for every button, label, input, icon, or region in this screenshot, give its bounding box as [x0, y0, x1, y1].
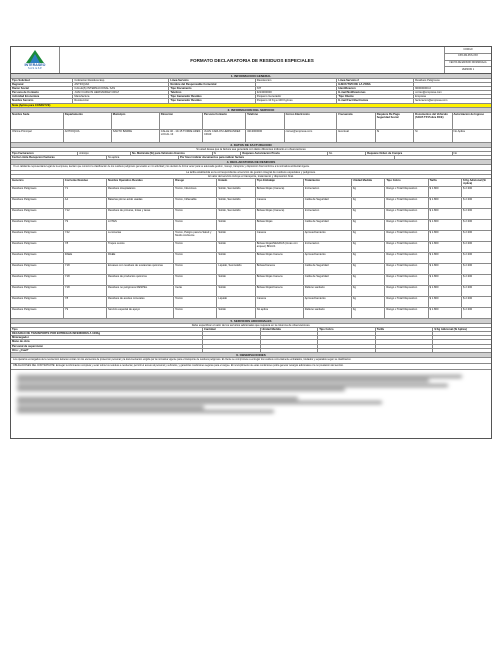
- table-cell: Caneca: [256, 297, 304, 307]
- billing-cell: Requiere Autorizacion Previa: [241, 152, 327, 155]
- table-cell: E-mail Fact Electronica: [337, 99, 414, 102]
- table-cell: correo@empresa.com: [285, 130, 338, 142]
- code-value: CPO-FM-PCS-XXX: [445, 54, 491, 61]
- table-cell: Liquido, Semisolido: [217, 264, 255, 274]
- billing-cell: No. Matricula (Si) para Vehiculos Exentos: [131, 152, 213, 155]
- table-cell: Toxico, Infeccioso: [174, 187, 217, 197]
- table-cell: Autorizacion de Ingreso: [453, 112, 485, 116]
- table-cell: $ 1.800: [429, 264, 463, 274]
- table-cell: Toxico: [174, 297, 217, 307]
- table-cell: Requiere Re Paga Seguridad Social: [376, 113, 414, 129]
- table-cell: Unidad Medida: [352, 179, 386, 186]
- declaration-text: Yo en calidad de representante legal de la empresa, declaro que conozco la clasificacion de los residuos peligrosos generados en mi actividad y los declaro de forma veraz para su adecuada gestion, manejo, transporte y disposicion final conforme a la normativa ambiental vigente.: [11, 165, 491, 171]
- table-cell: Aprovechamiento: [304, 253, 352, 263]
- table-cell: Tipo Documento: [169, 87, 255, 90]
- table-cell: Residuos Peligrosos: [11, 286, 64, 296]
- table-cell: Empresa: [415, 95, 426, 99]
- section-service-info: 2. INFORMACION DEL SERVICIO: [11, 108, 491, 113]
- table-cell: Tarifa: [376, 328, 434, 331]
- table-cell: [261, 340, 319, 343]
- table-cell: NIT: [256, 87, 338, 90]
- waste-row: [11, 198, 491, 209]
- table-cell: Residuos Peligrosos: [11, 264, 64, 274]
- table-cell: Y8: [64, 242, 107, 252]
- table-cell: [261, 345, 319, 348]
- waste-row: [11, 286, 491, 297]
- table-cell: Y18: [64, 275, 107, 285]
- table-cell: Tipo: [11, 328, 203, 331]
- table-cell: Liquido: [217, 297, 255, 307]
- table-cell: [376, 349, 434, 352]
- table-cell: Razon Social: [11, 87, 73, 90]
- table-cell: Rango x Total Disposicion: [385, 308, 428, 318]
- waste-row: [11, 220, 491, 231]
- table-cell: Tipo Cobro: [385, 179, 428, 186]
- table-cell: [318, 345, 376, 348]
- table-cell: Eventual: [337, 130, 375, 142]
- table-cell: Bolsas Rojas: [256, 220, 304, 230]
- table-cell: Identificacion: [337, 87, 414, 90]
- table-cell: $ 1.800: [429, 198, 463, 208]
- table-cell: Recoleccion: [73, 99, 169, 102]
- table-cell: CALLE 40 - 10-15 TORRE ARES LOCAL 13: [160, 130, 203, 142]
- table-cell: Solido, Semisolido: [217, 187, 255, 197]
- table-cell: Nombre Sede: [11, 113, 64, 129]
- table-cell: Toxico, Inflamable: [174, 198, 217, 208]
- table-cell: [376, 332, 434, 335]
- table-cell: Estado: [217, 179, 255, 186]
- version: VERSION 1: [461, 68, 475, 71]
- table-cell: Direccion: [160, 113, 203, 129]
- waste-note-1: La tarifa establecida es la correspondiente al servicio de gestion integral de residuos especiales y peligrosos.: [186, 170, 316, 174]
- table-cell: Recoleccion: [256, 79, 338, 82]
- waste-row: [11, 231, 491, 242]
- table-cell: [376, 336, 434, 339]
- table-cell: Kg: [352, 308, 386, 318]
- table-cell: Rango x Total Disposicion: [385, 264, 428, 274]
- table-cell: [318, 336, 376, 339]
- table-cell: $ 2.300: [463, 253, 473, 257]
- table-cell: $ 2.300: [463, 242, 473, 246]
- table-cell: Residuos Peligrosos: [11, 253, 64, 263]
- table-cell: Rango x Total Disposicion: [385, 253, 428, 263]
- table-cell: Residuos Peligrosos: [11, 297, 64, 307]
- table-cell: Frecuencia: [337, 113, 375, 129]
- table-cell: Correo Electronico: [285, 113, 338, 129]
- table-cell: Envases con residuos de sustancias quimicas: [107, 264, 174, 274]
- billing-cell: No: [453, 151, 457, 155]
- table-cell: Y18: [64, 286, 107, 296]
- issue-date: FECHA DE EMISION DD/MM/AAAA: [445, 61, 491, 68]
- table-cell: A4: [64, 198, 107, 208]
- table-cell: Solido: [217, 220, 255, 230]
- table-cell: [203, 340, 261, 343]
- waste-row: [11, 275, 491, 286]
- table-cell: Toxico: [174, 275, 217, 285]
- table-cell: $ 2.300: [463, 275, 473, 279]
- table-cell: Kg: [352, 220, 386, 230]
- table-cell: Kg: [352, 198, 386, 208]
- table-cell: Y9: [64, 220, 107, 230]
- table-cell: Rango x Total Disposicion: [385, 209, 428, 219]
- table-cell: Rango x Total Disposicion: [385, 242, 428, 252]
- billing-cell: Tipo Facturacion: [11, 152, 78, 155]
- table-cell: Personal de supervision: [11, 345, 203, 348]
- billing-cell: Anticipo: [78, 152, 131, 155]
- table-cell: Residuos Peligrosos: [11, 242, 64, 252]
- table-cell: Servicio especial de apoyo: [107, 308, 174, 318]
- section-general-info: 1. INFORMACION GENERAL: [11, 74, 491, 79]
- table-cell: $ 2.300: [463, 297, 473, 301]
- table-cell: Toxico: [174, 209, 217, 219]
- table-cell: Residuos Peligrosos: [11, 209, 64, 219]
- table-cell: Solido: [217, 275, 255, 285]
- form-header: [11, 47, 491, 74]
- table-cell: $ 1.800: [429, 231, 463, 241]
- logo-text: INTERASEO: [24, 63, 46, 67]
- waste-row: [11, 187, 491, 198]
- table-cell: Regional: [11, 83, 73, 86]
- billing-cell: No: [328, 152, 366, 155]
- table-cell: Residuos de aceites minerales: [107, 297, 174, 307]
- table-cell: [376, 345, 434, 348]
- table-cell: $ 1.800: [429, 253, 463, 263]
- table-cell: Incineracion: [304, 209, 352, 219]
- table-cell: $ 2.300: [463, 220, 473, 224]
- table-cell: Tipo Generador Residuo: [169, 99, 255, 102]
- billing-date-cell: Fecha Limite Recepcion Facturas: [11, 156, 107, 159]
- table-cell: Solido, Semisolido: [217, 209, 255, 219]
- table-cell: ANTIOQUIA: [64, 130, 112, 142]
- table-cell: $ 2.300: [463, 187, 473, 191]
- table-cell: RECARGO DE TRANSPORTE POR ENTREGAS INFERIORES A 100Kg: [11, 332, 203, 335]
- table-cell: Y9: [64, 308, 107, 318]
- table-cell: [203, 349, 261, 352]
- table-cell: Mano de obra: [11, 340, 203, 343]
- table-cell: JUAN CARLOS HERNANDEZ CRUZ: [73, 91, 169, 94]
- table-cell: Bolsas Rojas/NEGRAS (lonas con arqueo) BIGGS: [256, 242, 304, 252]
- table-cell: [318, 340, 376, 343]
- billing-cell: Requiere Orden de Compra: [366, 152, 452, 155]
- table-cell: Solido, Semisolido: [217, 198, 255, 208]
- service-header-row: [11, 113, 491, 130]
- billing-cell: Si: [213, 152, 242, 155]
- table-cell: Cotizacion Residuos Esp.: [73, 79, 169, 82]
- billing-date-cell: Por favor indicar documentos para radicar factura: [179, 156, 395, 159]
- table-cell: 3213000000: [256, 91, 338, 94]
- table-cell: Persona Contacto: [203, 113, 246, 129]
- table-cell: SANTO BARRE: [112, 130, 160, 142]
- table-cell: [203, 345, 261, 348]
- table-cell: Relleno sanitario: [304, 286, 352, 296]
- table-cell: 900000000-0: [415, 87, 432, 91]
- table-cell: Caneca: [256, 231, 304, 241]
- logo-subtext: S.A.S. E.S.P.: [28, 67, 42, 70]
- declaration-form: [10, 46, 492, 439]
- table-cell: Caneca: [256, 198, 304, 208]
- table-cell: Residuos Peligrosos: [11, 231, 64, 241]
- table-cell: Si: [376, 130, 414, 142]
- table-cell: Rango x Total Disposicion: [385, 275, 428, 285]
- table-cell: [203, 332, 261, 335]
- table-cell: Tarifa: [429, 179, 463, 186]
- table-cell: Tipo Cobro: [318, 328, 376, 331]
- table-cell: Rango x Total Disposicion: [385, 187, 428, 197]
- table-cell: Kg: [352, 242, 386, 252]
- table-cell: Tipo Cliente: [337, 95, 414, 98]
- table-cell: Linea Servicio: [169, 79, 255, 82]
- table-cell: Pequeno 10 Kg a 100 Kg/mes: [256, 99, 338, 102]
- table-cell: Bolsas Rojas (Caneca): [256, 187, 304, 197]
- table-cell: Toxico: [174, 264, 217, 274]
- table-cell: Toxico: [174, 242, 217, 252]
- waste-row: [11, 264, 491, 275]
- table-cell: Kg: [352, 275, 386, 285]
- table-cell: Telefono: [246, 113, 284, 129]
- table-cell: Luminarias: [107, 231, 174, 241]
- table-cell: [433, 340, 491, 343]
- table-cell: Rango x Total Disposicion: [385, 286, 428, 296]
- table-cell: Tratamiento: [304, 179, 352, 186]
- table-cell: Generico: [11, 179, 64, 186]
- table-cell: Incineracion: [304, 242, 352, 252]
- form-title: FORMATO DECLARATORIA DE RESIDUOS ESPECIALES: [60, 47, 445, 73]
- table-cell: Incineracion: [304, 187, 352, 197]
- table-cell: $ 2.300: [463, 198, 473, 202]
- table-cell: Aprovechamiento: [304, 231, 352, 241]
- table-cell: EJECUTIVO DE LA ZONA: [337, 83, 414, 86]
- table-cell: Toxico: [174, 253, 217, 263]
- table-cell: RAEE: [107, 253, 174, 263]
- table-cell: Departamento: [64, 113, 112, 129]
- table-cell: Unidad Medida: [261, 328, 319, 331]
- waste-note-2: El valor del servicio incluye el transporte, tratamiento y disposicion final.: [208, 174, 294, 178]
- table-cell: [376, 340, 434, 343]
- code-label: CODIGO: [445, 47, 491, 54]
- table-cell: facturacion@empresa.com: [415, 99, 448, 103]
- table-cell: E-mail Notificaciones: [337, 91, 414, 94]
- table-cell: Tipo Generador Residuo: [169, 95, 255, 98]
- table-cell: Nombre Servicio: [11, 99, 73, 102]
- table-cell: $ 1.800: [429, 209, 463, 219]
- table-cell: [433, 336, 491, 339]
- table-cell: Riesgo: [174, 179, 217, 186]
- table-cell: Actividad Economica: [11, 95, 73, 98]
- table-cell: Celda de Seguridad: [304, 198, 352, 208]
- table-cell: Solido: [217, 231, 255, 241]
- table-cell: Y8: [64, 297, 107, 307]
- table-cell: [261, 332, 319, 335]
- table-cell: Solido: [217, 253, 255, 263]
- table-cell: ANTIOQUIA: [73, 83, 169, 86]
- observations-text-2: OBLIGACIONES DEL CONTRATANTE: Entregar la informacion completa y veraz sobre los residuos a recolectar, permitir el acceso al personal y vehiculos, y garantizar condiciones seguras para el cargue. El incumplimiento de estas condiciones podra generar recargos adicionales o la no prestacion del servicio.: [11, 364, 491, 370]
- section-billing: 3. DATOS DE FACTURACION: [11, 143, 491, 148]
- table-cell: Residuos Peligrosos: [11, 220, 64, 230]
- company-logo: [11, 47, 60, 73]
- observations-text-1: Los operarios encargados de la recoleccion deberan contar con los elementos de proteccion personal y la documentacion exigida por la normativa vigente para el transporte de residuos peligrosos. El cliente se compromete a entregar los residuos correctamente embalados, rotulados y separados segun su clasificacion.: [11, 358, 491, 364]
- waste-row: [11, 242, 491, 253]
- table-cell: $ 2.300: [463, 308, 473, 312]
- table-cell: Municipio: [112, 113, 160, 129]
- billing-date-cell: No aplica: [107, 156, 179, 159]
- table-cell: Kg: [352, 187, 386, 197]
- table-cell: Residuos Peligrosos: [11, 275, 64, 285]
- table-cell: Kg: [352, 297, 386, 307]
- waste-row: [11, 209, 491, 220]
- document-code-box: [445, 47, 491, 73]
- table-cell: Corriente Residuo: [64, 179, 107, 186]
- table-cell: Residuos Hospitalarios: [107, 187, 174, 197]
- table-cell: Kg: [352, 209, 386, 219]
- table-cell: Rango x Total Disposicion: [385, 198, 428, 208]
- table-cell: Nombre Operativo Residuo: [107, 179, 174, 186]
- table-cell: Toxico: [174, 220, 217, 230]
- waste-header-row: [11, 179, 491, 187]
- table-cell: Kg: [352, 253, 386, 263]
- table-cell: Solido: [217, 308, 255, 318]
- table-cell: [318, 349, 376, 352]
- waste-table: [11, 179, 491, 319]
- table-cell: [414, 83, 491, 86]
- table-cell: Celda de Seguridad: [304, 220, 352, 230]
- table-cell: [203, 336, 261, 339]
- additional-services-table: [11, 328, 491, 353]
- table-cell: Nombre del Responsable Comercial: [169, 83, 255, 86]
- section-additional-services: 5. SERVICIOS ADICIONALES: [11, 319, 491, 324]
- table-cell: Residuos de productos quimicos: [107, 275, 174, 285]
- table-cell: Otro: ¿Cual?: [11, 349, 203, 352]
- table-cell: [318, 332, 376, 335]
- table-cell: Celda de Seguridad: [304, 275, 352, 285]
- table-cell: Bolsas Rojas Caneca: [256, 253, 304, 263]
- interaseo-logo-icon: [26, 50, 44, 63]
- table-cell: Rango x Total Disposicion: [385, 231, 428, 241]
- table-cell: $ 2.300: [463, 286, 473, 290]
- table-cell: [433, 332, 491, 335]
- table-cell: JUAN CARLOS HERNANDEZ CRUZ: [203, 130, 246, 142]
- table-cell: Rango x Total Disposicion: [385, 220, 428, 230]
- table-cell: 3213000000: [246, 130, 284, 142]
- table-cell: $ Kg Adicional (Si Aplica): [434, 328, 467, 332]
- table-cell: Documentos del Vehiculo (SOAT-TP-Poliza RCE): [414, 113, 452, 129]
- table-cell: Relleno sanitario: [304, 308, 352, 318]
- table-cell: Trapos sucios: [107, 242, 174, 252]
- table-cell: $ 2.300: [463, 231, 473, 235]
- table-cell: $ 1.800: [429, 220, 463, 230]
- table-cell: Inerte: [174, 286, 217, 296]
- table-cell: Kg: [352, 286, 386, 296]
- table-cell: [433, 345, 491, 348]
- table-cell: Tipo Solicitud: [11, 79, 73, 82]
- service-table: [11, 113, 491, 143]
- table-cell: Oficina Principal: [11, 130, 64, 142]
- table-cell: No aplica: [256, 308, 304, 318]
- waste-row: [11, 253, 491, 264]
- table-cell: Linea Servicio 2: [337, 79, 414, 82]
- table-cell: Cantidad: [203, 328, 261, 331]
- table-cell: $ 1.800: [429, 275, 463, 285]
- table-cell: Pequeno Generador: [256, 95, 338, 98]
- table-cell: $ 1.800: [429, 242, 463, 252]
- table-cell: CALLE(S) INTERNACIONAL SAS: [73, 87, 169, 90]
- table-cell: Bolsas Rojas Caneca: [256, 275, 304, 285]
- table-cell: [261, 336, 319, 339]
- waste-row: [11, 308, 491, 319]
- table-cell: Telefono: [169, 91, 255, 94]
- table-cell: $ Kg Adicional (Si Aplica): [463, 179, 486, 186]
- table-cell: No Aplica: [453, 129, 465, 133]
- table-cell: Y1: [64, 187, 107, 197]
- table-cell: Residuos no peligrosos RESPEL: [107, 286, 174, 296]
- table-cell: Celda de Seguridad: [304, 264, 352, 274]
- table-cell: $ 1.800: [429, 187, 463, 197]
- table-cell: Residuos Peligrosos: [11, 187, 64, 197]
- table-cell: Toxico: [174, 308, 217, 318]
- table-cell: Kg: [352, 264, 386, 274]
- table-cell: correo@empresa.com: [415, 91, 442, 95]
- table-cell: Residuos Peligrosos: [415, 79, 440, 82]
- table-cell: LOTES: [107, 220, 174, 230]
- table-cell: Minicargador: [11, 336, 203, 339]
- table-cell: Tipo Embalaje: [256, 179, 304, 186]
- table-cell: RAEE: [64, 253, 107, 263]
- blurred-footer: [11, 370, 491, 438]
- table-cell: Bolsas Rojas (Caneca): [256, 209, 304, 219]
- section-observations: 6. OBSERVACIONES: [11, 353, 491, 358]
- additional-note: Debe especificar el valor de los servicios adicionales que requiera en la columna de observaciones.: [191, 324, 311, 328]
- table-cell: Baterias plomo acido usadas: [107, 198, 174, 208]
- table-cell: Manufactura: [73, 95, 169, 98]
- nota-label: Nota (Aplica para CONFETVE): [12, 103, 51, 107]
- table-cell: Y42: [64, 231, 107, 241]
- table-cell: $ 1.800: [429, 286, 463, 296]
- table-cell: Si: [414, 130, 452, 142]
- table-cell: [261, 349, 319, 352]
- table-cell: $ 2.300: [463, 264, 473, 268]
- table-cell: Residuos Peligrosos: [11, 198, 64, 208]
- table-cell: Rango x Total Disposicion: [385, 297, 428, 307]
- table-cell: Y18: [64, 264, 107, 274]
- waste-row: [11, 297, 491, 308]
- section-waste-declaration: 4. DECLARATORIA DE RESIDUOS: [11, 160, 491, 165]
- table-cell: Solido: [217, 286, 255, 296]
- table-cell: Solido: [217, 242, 255, 252]
- billing-note: Si usted desea que la factura sea generada con datos diferentes indicarlo en observaciones: [196, 147, 306, 151]
- billing-date-cell: [395, 156, 491, 159]
- table-cell: Residuos de pinturas, tintas y lacas: [107, 209, 174, 219]
- table-cell: Bolsas Rojas/Caneca: [256, 286, 304, 296]
- table-cell: Y12: [64, 209, 107, 219]
- table-cell: $ 2.300: [463, 209, 473, 213]
- table-cell: $ 1.800: [429, 308, 463, 318]
- table-cell: Toxico, Peligro para la Salud y Medio Ambiente: [174, 231, 217, 241]
- service-data-row: [11, 130, 491, 143]
- table-cell: Kg: [352, 231, 386, 241]
- table-cell: Persona de Contacto: [11, 91, 73, 94]
- table-cell: [256, 83, 338, 86]
- table-cell: [433, 349, 491, 352]
- table-cell: $ 1.800: [429, 297, 463, 307]
- table-cell: Residuos Peligrosos: [11, 308, 64, 318]
- table-cell: Bolsas/Caneca: [256, 264, 304, 274]
- general-info-table: [11, 79, 491, 104]
- table-cell: Aprovechamiento: [304, 297, 352, 307]
